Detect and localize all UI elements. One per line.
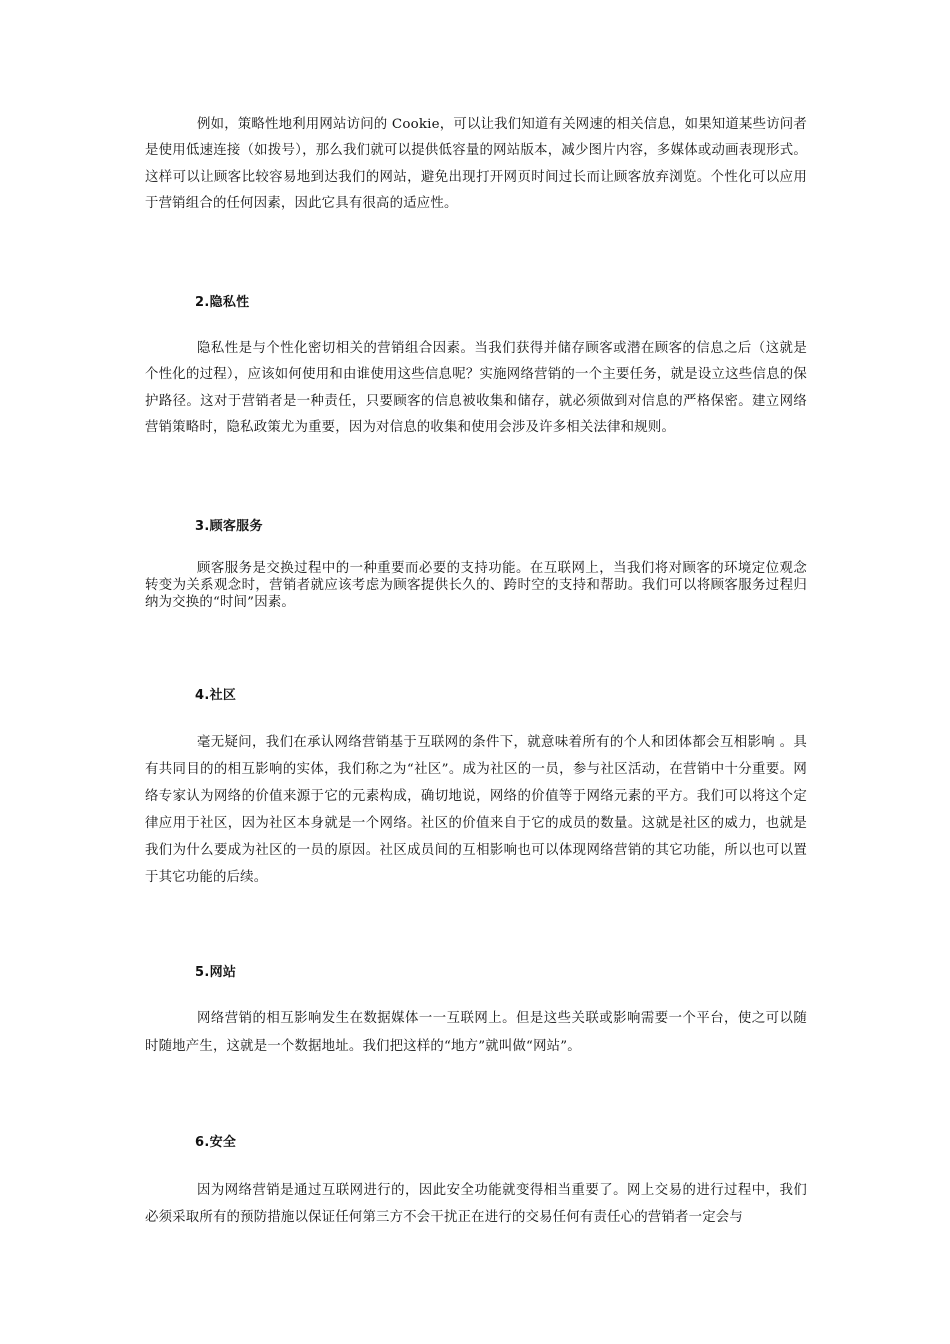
section-heading-security: 6.安全 <box>195 1135 237 1150</box>
section-heading-website: 5.网站 <box>195 965 237 980</box>
intro-paragraph: 例如，策略性地利用网站访问的 Cookie，可以让我们知道有关网速的相关信息，如果知道某些访问者是使用低速连接（如拨号），那么我们就可以提供低容量的网站版本，减少图片内容，多媒体或动画表现形式。这样可以让顾客比较容易地到达我们的网站，避免出现打开网页时间过长而让顾客放弃浏览。个性化可以应用于营销组合的任何因素，因此它具有很高的适应性。 <box>145 117 807 211</box>
section-body-privacy: 隐私性是与个性化密切相关的营销组合因素。当我们获得并储存顾客或潜在顾客的信息之后（这就是个性化的过程），应该如何使用和由谁使用这些信息呢？实施网络营销的一个主要任务，就是设立这些信息的保护路径。这对于营销者是一种责任，只要顾客的信息被收集和储存，就必须做到对信息的严格保密。建立网络营销策略时，隐私政策尤为重要，因为对信息的收集和使用会涉及许多相关法律和规则。 <box>145 341 807 435</box>
section-heading-community: 4.社区 <box>195 688 237 703</box>
section-body-website: 网络营销的相互影响发生在数据媒体一一互联网上。但是这些关联或影响需要一个平台，使之可以随时随地产生，这就是一个数据地址。我们把这样的“地方”就叫做“网站”。 <box>145 1011 807 1054</box>
section-body-community: 毫无疑问，我们在承认网络营销基于互联网的条件下，就意味着所有的个人和团体都会互相影响 。具有共同目的的相互影响的实体，我们称之为“社区”。成为社区的一员，参与社区活动，在营销中十分重要。网络专家认为网络的价值来源于它的元素构成，确切地说，网络的价值等于网络元素的平方。我们可以将这个定律应用于社区，因为社区本身就是一个网络。社区的价值来自于它的成员的数量。这就是社区的威力，也就是我们为什么要成为社区的一员的原因。社区成员间的互相影响也可以体现网络营销的其它功能，所以也可以置于其它功能的后续。 <box>145 735 807 885</box>
section-heading-privacy: 2.隐私性 <box>195 295 250 310</box>
section-heading-customer-service: 3.顾客服务 <box>195 519 263 534</box>
section-body-security: 因为网络营销是通过互联网进行的，因此安全功能就变得相当重要了。网上交易的进行过程中，我们必须采取所有的预防措施以保证任何第三方不会干扰正在进行的交易任何有责任心的营销者一定会与 <box>145 1183 807 1225</box>
section-body-customer-service: 顾客服务是交换过程中的一种重要而必要的支持功能。在互联网上，当我们将对顾客的环境定位观念转变为关系观念时，营销者就应该考虑为顾客提供长久的、跨时空的支持和帮助。我们可以将顾客服务过程归纳为交换的“时间”因素。 <box>145 561 807 610</box>
